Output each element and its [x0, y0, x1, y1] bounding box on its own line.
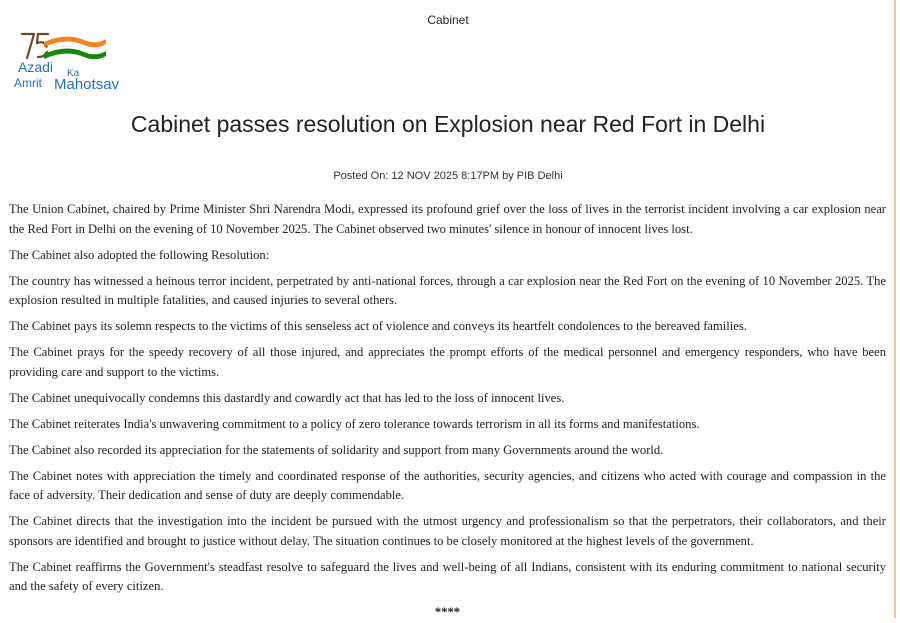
- azadi-ka-amrit-mahotsav-logo: [14, 30, 129, 96]
- logo-text-ka: Ka: [67, 68, 80, 79]
- paragraph: The Cabinet also recorded its appreciation for the statements of solidarity and support from many Governments around the world.: [9, 442, 664, 457]
- logo-text-azadi: Azadi: [18, 59, 54, 75]
- article-body: [9, 200, 886, 623]
- paragraph: The Cabinet reaffirms the Government's steadfast resolve to safeguard the lives and well-being of all Indians, consistent with its enduring commitment to national security and the safety of every citizen.: [9, 559, 886, 593]
- page-title: Cabinet passes resolution on Explosion near Red Fort in Delhi: [130, 111, 766, 137]
- paragraph: The Cabinet prays for the speedy recovery of all those injured, and appreciates the prompt efforts of the medical personnel and emergency responders, who have been providing care and support to the victims.: [9, 345, 886, 379]
- paragraph: The Cabinet directs that the investigation into the incident be pursued with the utmost urgency and professionalism so that the perpetrators, their collaborators, and their sponsors are identified and brought to justice without delay. The situation continues to be closely monitored at the highest levels of the government.: [9, 514, 886, 548]
- paragraph: The Cabinet pays its solemn respects to the victims of this senseless act of violence and conveys its heartfelt condolences to the bereaved families.: [9, 319, 747, 333]
- paragraph: The Union Cabinet, chaired by Prime Minister Shri Narendra Modi, expressed its profound grief over the loss of lives in the terrorist incident involving a car explosion near the Red Fort in Delhi on the evening of 10 November 2025. The Cabinet observed two minutes' silence in honour of innocent lives lost.: [9, 202, 886, 236]
- paragraph: The Cabinet unequivocally condemns this dastardly and cowardly act that has led to the loss of innocent lives.: [9, 390, 565, 405]
- logo-text-amrit: Amrit: [14, 76, 42, 90]
- paragraph: The Cabinet notes with appreciation the timely and coordinated response of the authorities, security agencies, and citizens who acted with courage and compassion in the face of adversity. Their dedication and sense of duty are deeply commendable.: [9, 468, 886, 502]
- paragraph: The Cabinet also adopted the following Resolution:: [9, 247, 270, 262]
- end-of-release-mark: ****: [434, 605, 461, 619]
- paragraph: The country has witnessed a heinous terror incident, perpetrated by anti-national forces, through a car explosion near the Red Fort on the evening of 10 November 2025. The explosion resulted in multiple fatalities, and caused injuries to several others.: [9, 273, 886, 307]
- posted-on-line: Posted On: 12 NOV 2025 8:17PM by PIB Delhi: [333, 170, 563, 182]
- paragraph: The Cabinet reiterates India's unwavering commitment to a policy of zero tolerance towards terrorism in all its forms and manifestations.: [9, 416, 700, 431]
- ministry-name: Cabinet: [427, 13, 469, 27]
- logo-text-mahotsav: Mahotsav: [54, 76, 120, 93]
